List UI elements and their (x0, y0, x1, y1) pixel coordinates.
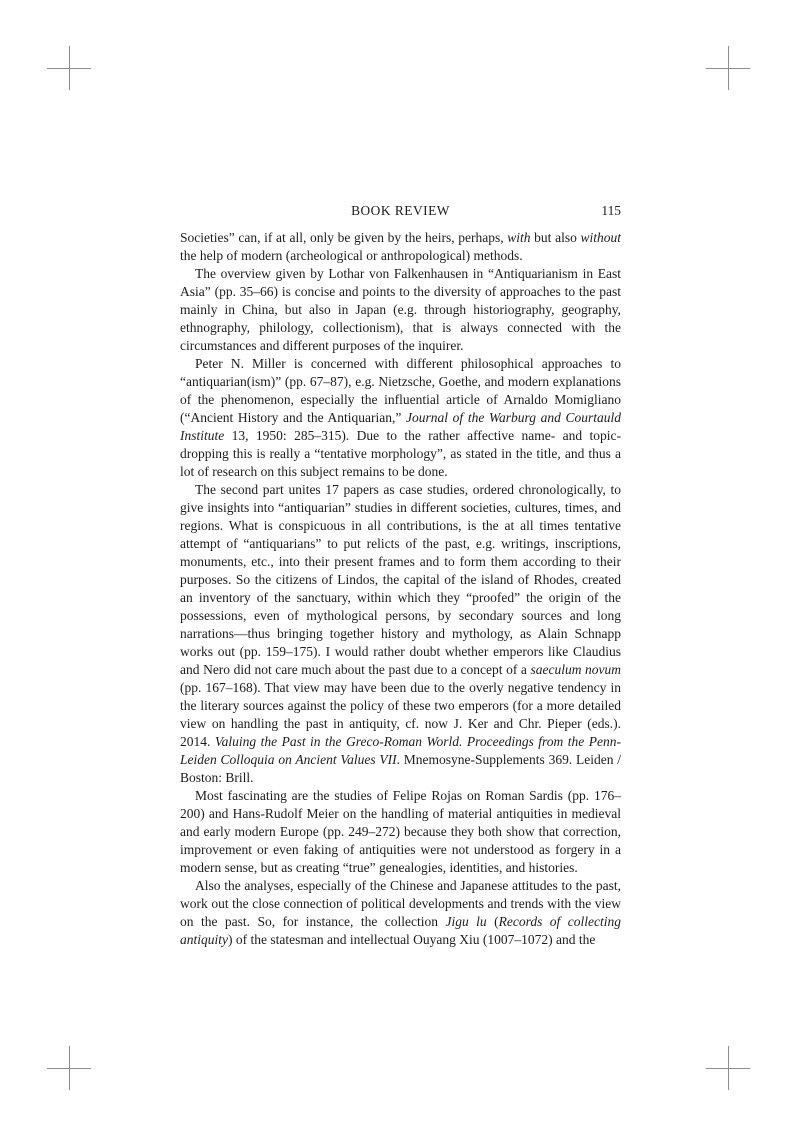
italic-run: without (580, 230, 622, 245)
crop-mark-bottom-left (47, 1046, 91, 1090)
paragraph (180, 481, 621, 787)
italic-run: with (507, 230, 531, 245)
crop-mark-top-right (706, 46, 750, 90)
paragraph (180, 877, 621, 949)
crop-mark-vertical-line (728, 46, 729, 90)
text-run: (pp. 167–168). That view may have been due to the overly negative tendency in the literary sources against the policy of these two emperors (for a more detailed view on handling the past in antiquity, cf. now J. Ker and Chr. Pieper (eds.). 2014. (180, 680, 621, 749)
crop-mark-vertical-line (69, 46, 70, 90)
text-run: ( (486, 914, 499, 929)
paragraph (180, 229, 621, 265)
italic-run: Jigu lu (445, 914, 487, 929)
paragraph (180, 265, 621, 355)
text-run: the help of modern (archeological or anthropological) methods. (180, 248, 523, 263)
running-title: BOOK REVIEW (351, 203, 450, 218)
crop-mark-vertical-line (728, 1046, 729, 1090)
text-run: The overview given by Lothar von Falkenhausen in “Antiquarianism in East Asia” (pp. 35–66) is concise and points to the diversity of approaches to the past mainly in China, but also in Japan (e.g. through historiography, geography, ethnography, philology, collectionism), that is always connected with the circumstances and different purposes of the inquirer. (180, 266, 621, 353)
paragraph (180, 787, 621, 877)
text-run: . Mnemosyne-Supplements 369. Leiden / Boston: Brill. (180, 752, 621, 785)
text-run: The second part unites 17 papers as case studies, ordered chronologically, to give insights into “antiquarian” studies in different societies, cultures, times, and regions. What is conspicuous in all contributions, is the at all times tentative attempt of “antiquarians” to put relicts of the past, e.g. writings, inscriptions, monuments, etc., into their present frames and to form them according to their purposes. So the citizens of Lindos, the capital of the island of Rhodes, created an inventory of the sanctuary, within which they “proofed” the origin of the possessions, even of mythological persons, by secondary sources and long narrations—thus bringing together history and mythology, as Alain Schnapp works out (pp. 159–175). I would rather doubt whether emperors like Claudius and Nero did not care much about the past due to a concept of a (180, 482, 621, 677)
text-column (180, 202, 621, 949)
italic-run: Records of collecting antiquity (180, 914, 621, 947)
review-body (180, 229, 621, 949)
text-run: Most fascinating are the studies of Felipe Rojas on Roman Sardis (pp. 176–200) and Hans-Rudolf Meier on the handling of material antiquities in medieval and early modern Europe (pp. 249–272) because they both show that correction, improvement or even faking of antiquities were not understood as forgery in a modern sense, but as creating “true” genealogies, identities, and histories. (180, 788, 621, 875)
text-run: but also (530, 230, 581, 245)
text-run: Peter N. Miller is concerned with different philosophical approaches to “antiquarian(ism)” (pp. 67–87), e.g. Nietzsche, Goethe, and modern explanations of the phenomenon, especially the influential article of Arnaldo Momigliano (“Ancient History and the Antiquarian,” (180, 356, 621, 425)
text-run: Also the analyses, especially of the Chinese and Japanese attitudes to the past, work out the close connection of political developments and trends with the view on the past. So, for instance, the collection (180, 878, 621, 929)
text-run: ) of the statesman and intellectual Ouyang Xiu (1007–1072) and the (228, 932, 596, 947)
italic-run: saeculum novum (530, 662, 622, 677)
paragraph (180, 355, 621, 481)
crop-mark-bottom-right (706, 1046, 750, 1090)
crop-mark-top-left (47, 46, 91, 90)
page-number: 115 (601, 203, 621, 218)
text-run: 13, 1950: 285–315). Due to the rather affective name- and topic-dropping this is really a “tentative morphology”, as stated in the title, and thus a lot of research on this subject remains to be done. (180, 428, 621, 479)
italic-run: Journal of the Warburg and Courtauld Institute (180, 410, 622, 443)
page-header (180, 202, 621, 220)
italic-run: Valuing the Past in the Greco-Roman World. Proceedings from the Penn-Leiden Colloquia on Ancient Values VII (180, 734, 621, 767)
crop-mark-vertical-line (69, 1046, 70, 1090)
text-run: Societies” can, if at all, only be given by the heirs, perhaps, (180, 230, 508, 245)
